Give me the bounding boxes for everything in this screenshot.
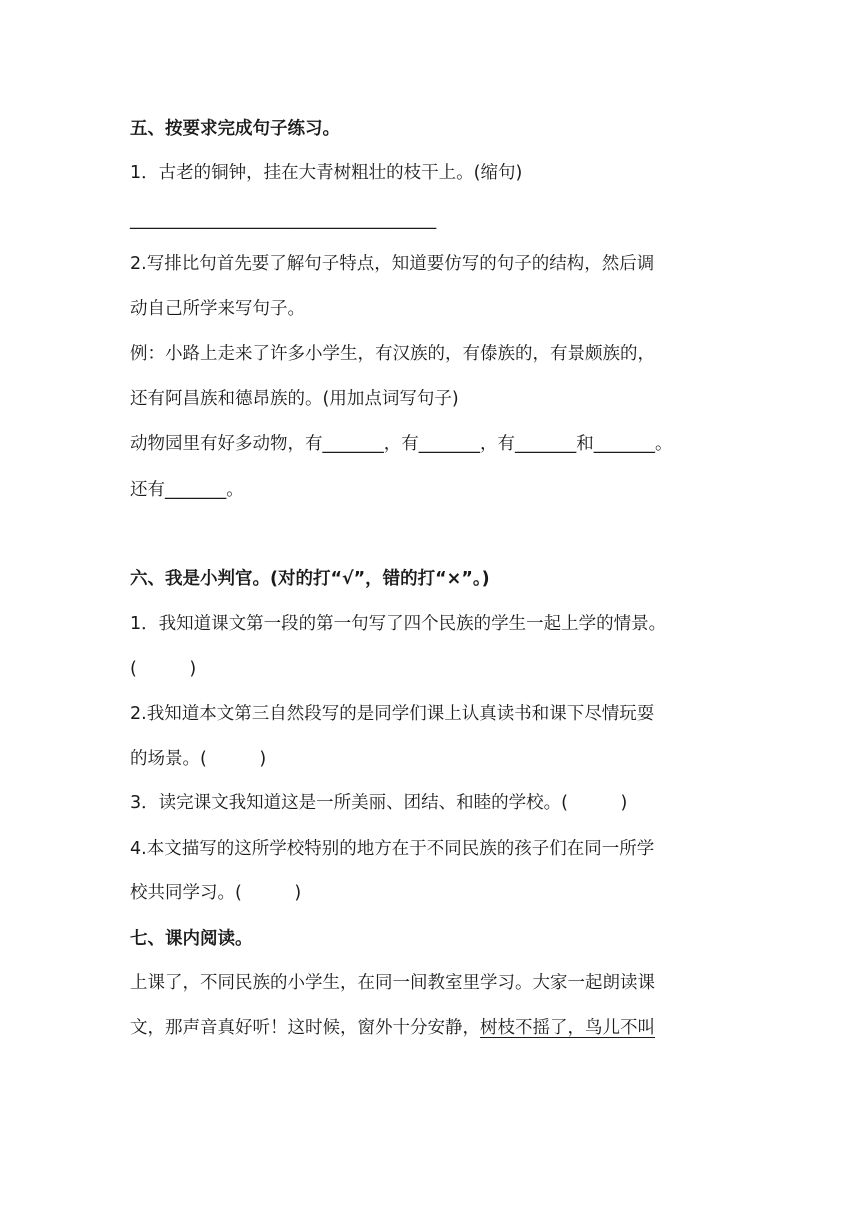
section6-item3-line1: 3．读完课文我知道这是一所美丽、团结、和睦的学校。( ): [130, 793, 628, 813]
section5-fill-line1: 动物园里有好多动物，有_______，有_______，有_______和_______。: [130, 434, 673, 454]
section6-heading: 六、我是小判官。(对的打“√”，错的打“×”。): [130, 569, 490, 589]
section5-question1: 1．古老的铜钟，挂在大青树粗壮的枝干上。(缩句): [130, 163, 523, 183]
section5-example-line2: 还有阿昌族和德昂族的。(用加点词写句子): [130, 389, 459, 409]
section7-paragraph-text: 文，那声音真好听！这时候，窗外十分安静，: [130, 1018, 480, 1038]
section7-underlined-phrase: 树枝不摇了，鸟儿不叫: [480, 1018, 655, 1038]
section5-question2-line1: 2.写排比句首先要了解句子特点，知道要仿写的句子的结构，然后调: [130, 254, 655, 274]
section6-item4-line2: 校共同学习。( ): [130, 883, 302, 903]
section6-item2-line1: 2.我知道本文第三自然段写的是同学们课上认真读书和课下尽情玩耍: [130, 704, 655, 724]
section5-question2-line2: 动自己所学来写句子。: [130, 299, 305, 319]
section6-item2-line2: 的场景。( ): [130, 749, 267, 769]
section6-item4-line1: 4.本文描写的这所学校特别的地方在于不同民族的孩子们在同一所学: [130, 839, 655, 859]
section7-heading: 七、课内阅读。: [130, 929, 253, 949]
section6-item1-line1: 1．我知道课文第一段的第一句写了四个民族的学生一起上学的情景。: [130, 614, 667, 634]
section7-paragraph-line2: [130, 1016, 655, 1040]
section5-fill-line2: 还有_______。: [130, 480, 244, 500]
section5-question1-answer-blank: ___________________________________: [130, 210, 437, 230]
section5-example-line1: 例：小路上走来了许多小学生，有汉族的，有傣族的，有景颇族的，: [130, 344, 655, 364]
section5-heading: 五、按要求完成句子练习。: [130, 119, 340, 139]
section6-item1-line2: ( ): [130, 659, 197, 679]
section7-paragraph-line1: 上课了，不同民族的小学生，在同一间教室里学习。大家一起朗读课: [130, 973, 655, 993]
